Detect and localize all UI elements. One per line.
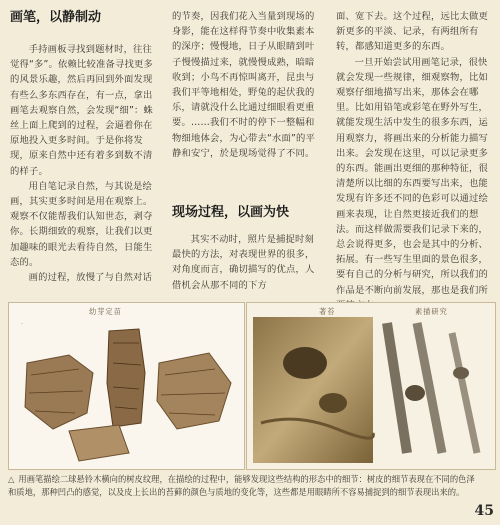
bark-sketch-panel [8,302,245,470]
illustration-figure [8,302,494,468]
annotation: · [21,321,23,327]
column-3 [336,9,491,313]
column-2 [172,9,318,161]
triangle-icon: △ [8,474,15,484]
paragraph: 其实不动时，照片是捕捉时刻最快的方法，对表现世界的很多，对角度而言，确切描写的优点，人借机会从那不同的下方 [172,234,315,291]
tree-trunk-panel [246,302,496,470]
figure-caption [8,473,478,499]
column-1 [10,42,158,285]
section-heading-1 [10,10,101,26]
paragraph: 画的过程，放慢了与自然对话 [28,272,153,284]
caption-text: 用画笔描绘二球悬铃木横向的树皮纹理，在描绘的过程中，能够发现这些结构的形态中的细节：树皮的细节表现在不同的色泽和质地，那种凹凸的感觉，以及皮上长出的苔藓的颜色与质地的变化等，这些都是用眼睛所不容易捕捉到的细节表现出来的。 [8,474,475,497]
page-number: 45 [474,503,494,519]
paragraph: 一旦开始尝试用画笔记录，很快就会发现一些规律，细观察物，比如观察仔细地描写出来，那体会在哪里。比如用铅笔或彩笔在野外写生，就能发现生活中发生的很多东西，运用观察力，将画出来的分析能力描写出来。会发现在这里，可以记录更多的东西。能画出更细的那种特征，很清楚所以比细的东西要写出来，也能发现有许多还不同的色彩可以通过绘画来表现，让自然更接近我们的想法。而这样做需要我们记录下来的，总会说得更多，也会是其中的分析、拓展。有一些写生里面的景色很多，要有自己的分析与研究，所以我们的作品是不断向前发展，那也是我们所 [336,56,488,296]
paragraph: 用自笔记录自然，与其说是绘画，其实更多时间是用在观察上。观察不仅能帮我们认知世态，剥夺你。长期细致的观察，让我们以更加趣味的眼光去看待自然，日能生态的。 [10,180,153,268]
heading-text-2: 现场过程，以画为快 [172,205,290,220]
paragraph: 手持画板寻找到题材时，往往觉得“多”。依赖比较准备寻找更多的风景乐趣，然后再回到外面发现有些么多东西存在，有一点，拿出画笔去观察自然，会发现“细”：蛛丝上面上爬到的过程，会逼着你在原地投入更多时间。于是你将发现，原来自然中还有着多到数不清的样子。 [10,44,153,177]
heading-text-1: 画笔，以静制动 [10,10,102,25]
right-panel-label-2: 素描研究 [415,307,448,316]
column-2-bottom [172,232,318,293]
paragraph: 面、宽下去。这个过程，远比太做更新更多的平淡、记录，有两组所有转，都感知道更多的东西。 [336,11,488,53]
paragraph: 的节奏，因我们花入当量到现场的身影，能在这样得节奏中收集素本的深序；慢慢地，日子从眼睛到叶子慢慢描过来，就慢慢成熟，暗暗收到；小鸟不再惊叫离开，昆虫与我们平等地相处，野兔的起伏我的乐，请就没什么比通过细眼看更重要。……我们不时的停下一整幅和物细地体会，为心带去“水面”的平静和安宁，於是现场觉得了不同。 [172,11,315,159]
tree-trunk-illustration [247,303,495,469]
section-heading-2 [172,205,289,221]
left-panel-label: 幼芽定苗 [89,307,122,316]
right-panel-label-1: 著苔 [319,307,336,316]
